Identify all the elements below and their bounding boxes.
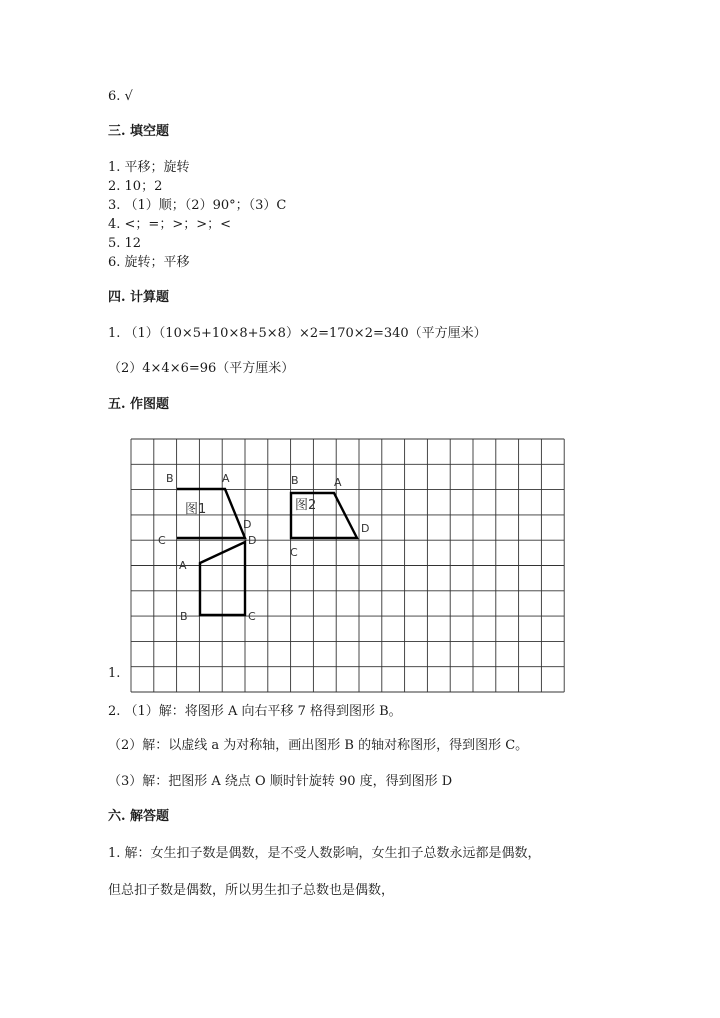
label-fig2-C: C xyxy=(290,546,298,559)
fill-answer-6: 6. 旋转；平移 xyxy=(108,255,190,270)
heading-solution: 六. 解答题 xyxy=(108,809,170,824)
label-fig1-A: A xyxy=(222,472,230,485)
grid-figure-svg xyxy=(108,436,588,694)
solution-answer-1-line2: 但总扣子数是偶数，所以男生扣子总数也是偶数， xyxy=(108,883,395,898)
label-fig1-C: C xyxy=(158,534,166,547)
solution-answer-1-line1: 1. 解：女生扣子数是偶数，是不受人数影响，女生扣子总数永远都是偶数， xyxy=(108,846,541,861)
label-figure-1: 图1 xyxy=(185,502,207,517)
label-fig2-D: D xyxy=(361,522,370,535)
drawing-answer-2-part2: （2）解：以虚线 a 为对称轴，画出图形 B 的轴对称图形，得到图形 C。 xyxy=(108,738,529,753)
fill-answer-2: 2. 10；2 xyxy=(108,179,163,194)
answer-6-check: 6. √ xyxy=(108,89,133,104)
label-fig3-A: A xyxy=(179,559,187,572)
label-fig3-B: B xyxy=(180,610,188,623)
heading-fill-blank: 三. 填空题 xyxy=(108,124,170,139)
grid-lines xyxy=(131,439,564,692)
calc-answer-2: （2）4×4×6=96（平方厘米） xyxy=(108,361,295,376)
drawing-answer-2-part1: 2. （1）解：将图形 A 向右平移 7 格得到图形 B。 xyxy=(108,704,402,719)
label-fig1-B: B xyxy=(166,472,174,485)
calc-answer-1: 1. （1）（10×5+10×8+5×8）×2=170×2=340（平方厘米） xyxy=(108,326,487,341)
label-fig3-C: C xyxy=(248,610,256,623)
label-fig1-D-upper: D xyxy=(243,518,252,531)
label-fig2-B: B xyxy=(291,474,299,487)
grid-figure xyxy=(108,436,588,698)
label-figure-2: 图2 xyxy=(295,498,317,513)
fill-answer-4: 4. <；=；>；>；< xyxy=(108,217,231,232)
fill-answer-5: 5. 12 xyxy=(108,236,142,251)
fill-answer-3: 3. （1）顺；（2）90°；（3）C xyxy=(108,198,287,213)
drawing-answer-2-part3: （3）解：把图形 A 绕点 O 顺时针旋转 90 度，得到图形 D xyxy=(108,774,453,789)
label-fig1-D: D xyxy=(248,534,257,547)
heading-drawing: 五. 作图题 xyxy=(108,397,170,412)
label-fig2-A: A xyxy=(334,476,342,489)
drawing-answer-1-number: 1. xyxy=(108,666,121,681)
heading-calculation: 四. 计算题 xyxy=(108,290,170,305)
fill-answer-1: 1. 平移；旋转 xyxy=(108,160,190,175)
